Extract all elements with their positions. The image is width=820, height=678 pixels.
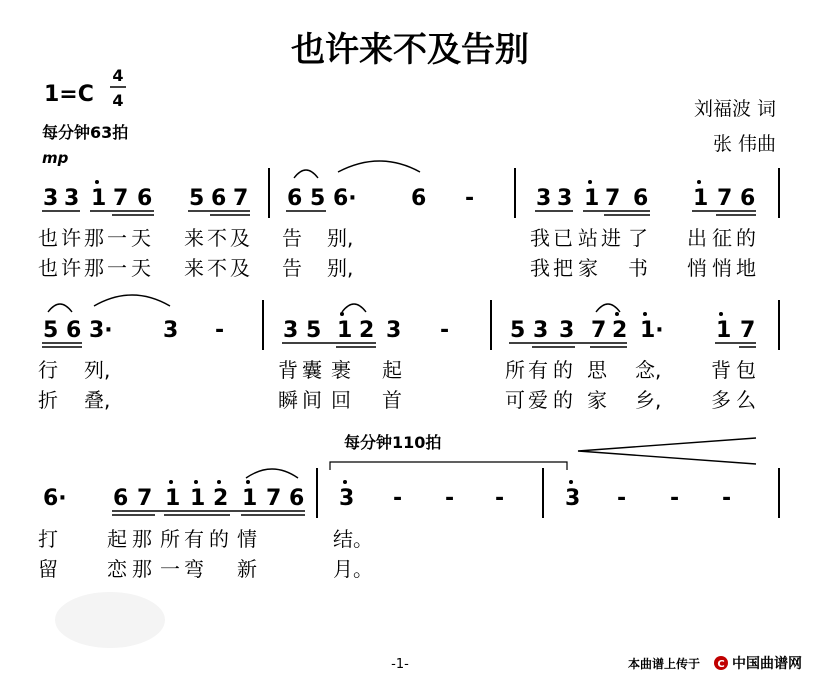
note: - [215, 318, 225, 343]
lyric: 一 [160, 557, 180, 581]
note: 3 [283, 318, 299, 343]
lyric: 不 [207, 226, 227, 250]
lyric: 留 [38, 557, 58, 581]
composer-credit: 张 伟曲 [712, 133, 776, 155]
note: 6 [287, 186, 303, 211]
note: 3 [559, 318, 575, 343]
lyric: 裹 [331, 358, 351, 382]
lyric: 叠, [84, 388, 111, 412]
note: 3 [565, 486, 581, 511]
dynamic-marking: mp [42, 149, 69, 167]
note: 5 [189, 186, 205, 211]
key-signature: 1=C [44, 82, 94, 107]
note: 6 [211, 186, 227, 211]
lyric: 背 [278, 358, 298, 382]
lyric: 了 [628, 226, 648, 250]
lyric: 把 [553, 256, 573, 280]
lyric: 书 [628, 256, 648, 280]
lyric: 天 [131, 256, 151, 280]
lyric: 那 [132, 557, 152, 581]
diminuendo-hairpin [578, 438, 756, 464]
note: 1 [242, 486, 258, 511]
lyric: 瞬 [278, 388, 298, 412]
lyric: 来 [184, 226, 204, 250]
note: 3 [533, 318, 549, 343]
note: 6 [411, 186, 427, 211]
note: - [440, 318, 450, 343]
note: 7 [113, 186, 129, 211]
lyric: 告 [282, 256, 302, 280]
music-line-1 [38, 161, 779, 280]
lyric: 起 [107, 527, 127, 551]
note: 7 [740, 318, 756, 343]
music-line-2 [38, 295, 779, 412]
lyricist-credit: 刘福波 词 [693, 98, 776, 120]
note: - [617, 486, 627, 511]
note: - [722, 486, 732, 511]
note: 1 [337, 318, 353, 343]
note: - [495, 486, 505, 511]
note: 6 [66, 318, 82, 343]
lyric: 新 [237, 557, 257, 581]
lyric: 思 [587, 358, 607, 382]
lyric: 打 [38, 527, 58, 551]
lyric: 不 [207, 256, 227, 280]
lyric: 一 [107, 256, 127, 280]
lyric: 爱 [528, 388, 548, 412]
lyric: 折 [38, 388, 58, 412]
lyric: 那 [84, 256, 104, 280]
lyric: 么 [736, 388, 756, 412]
lyric: 行 [38, 358, 58, 382]
lyric: 进 [601, 226, 621, 250]
lyric: 背 [711, 358, 731, 382]
time-signature-bottom: 4 [112, 91, 124, 110]
lyric: 有 [184, 527, 204, 551]
lyric: 征 [712, 226, 732, 250]
lyric: 我 [530, 256, 550, 280]
note: 3 [386, 318, 402, 343]
lyric: 许 [61, 226, 81, 250]
note: 7 [137, 486, 153, 511]
lyric: 回 [331, 388, 351, 412]
lyric: 别, [327, 256, 354, 280]
note: 1 [165, 486, 181, 511]
music-line-3 [38, 468, 779, 581]
lyric: 悄 [687, 256, 707, 280]
note: 6 [633, 186, 649, 211]
note: 6 [113, 486, 129, 511]
lyric: 列, [84, 358, 111, 382]
note: 6 [137, 186, 153, 211]
lyric: 天 [131, 226, 151, 250]
lyric: 乡, [635, 388, 662, 412]
note: 2 [213, 486, 229, 511]
lyric: 及 [230, 226, 250, 250]
note: 2 [359, 318, 375, 343]
lyric: 多 [711, 388, 731, 412]
note: - [393, 486, 403, 511]
note: 6 [740, 186, 756, 211]
note: 5 [43, 318, 59, 343]
footer-logo-text: 中国曲谱网 [732, 656, 802, 672]
note: 5 [310, 186, 326, 211]
lyric: 那 [132, 527, 152, 551]
note: 2 [612, 318, 628, 343]
lyric: 出 [687, 226, 707, 250]
lyric: 那 [84, 226, 104, 250]
note: - [445, 486, 455, 511]
lyric: 的 [553, 358, 573, 382]
footer-upload-text: 本曲谱上传于 [628, 657, 701, 671]
note: 1 [693, 186, 709, 211]
lyric: 所 [505, 358, 525, 382]
lyric: 所 [160, 527, 180, 551]
lyric: 地 [736, 256, 756, 280]
page-number: -1- [391, 657, 409, 672]
lyric: 站 [578, 226, 598, 250]
note: 7 [233, 186, 249, 211]
lyric: 恋 [107, 557, 127, 581]
note: 1· [640, 318, 664, 343]
lyric: 我 [530, 226, 550, 250]
lyric: 首 [382, 388, 402, 412]
lyric: 结。 [333, 527, 373, 551]
tempo-bracket [330, 462, 567, 470]
lyric: 囊 [302, 358, 322, 382]
song-title: 也许来不及告别 [291, 30, 529, 70]
note: 3 [43, 186, 59, 211]
note: 3 [163, 318, 179, 343]
lyric: 及 [230, 256, 250, 280]
note: 1 [91, 186, 107, 211]
note: 3· [89, 318, 113, 343]
note: 7 [605, 186, 621, 211]
lyric: 间 [302, 388, 322, 412]
lyric: 家 [587, 388, 607, 412]
lyric: 一 [107, 226, 127, 250]
tempo-change-marking: 每分钟110拍 [344, 433, 442, 452]
lyric: 许 [61, 256, 81, 280]
note: 7 [717, 186, 733, 211]
note: - [465, 186, 475, 211]
lyric: 有 [528, 358, 548, 382]
note: 1 [190, 486, 206, 511]
lyric: 包 [736, 358, 756, 382]
note: 1 [716, 318, 732, 343]
svg-text:C: C [717, 659, 725, 670]
lyric: 来 [184, 256, 204, 280]
note: 6· [333, 186, 357, 211]
lyric: 可 [505, 388, 525, 412]
lyric: 的 [553, 388, 573, 412]
lyric: 告 [282, 226, 302, 250]
lyric: 别, [327, 226, 354, 250]
note: 7 [591, 318, 607, 343]
note: 5 [510, 318, 526, 343]
lyric: 的 [736, 226, 756, 250]
note: 6 [289, 486, 305, 511]
lyric: 已 [553, 226, 573, 250]
lyric: 也 [38, 256, 58, 280]
time-signature-top: 4 [112, 66, 124, 85]
note: 3 [64, 186, 80, 211]
tempo-marking: 每分钟63拍 [42, 123, 129, 142]
lyric: 念, [635, 358, 662, 382]
site-logo [714, 655, 802, 672]
note: 3 [536, 186, 552, 211]
note: 6· [43, 486, 67, 511]
lyric: 弯 [184, 557, 204, 581]
scan-smudge [55, 592, 165, 648]
note: - [670, 486, 680, 511]
lyric: 月。 [333, 557, 373, 581]
note: 1 [584, 186, 600, 211]
lyric: 悄 [712, 256, 732, 280]
note: 7 [266, 486, 282, 511]
note: 3 [557, 186, 573, 211]
note: 5 [306, 318, 322, 343]
lyric: 起 [382, 358, 402, 382]
note: 3 [339, 486, 355, 511]
lyric: 家 [578, 256, 598, 280]
lyric: 的 [209, 527, 229, 551]
lyric: 也 [38, 226, 58, 250]
lyric: 情 [237, 527, 257, 551]
